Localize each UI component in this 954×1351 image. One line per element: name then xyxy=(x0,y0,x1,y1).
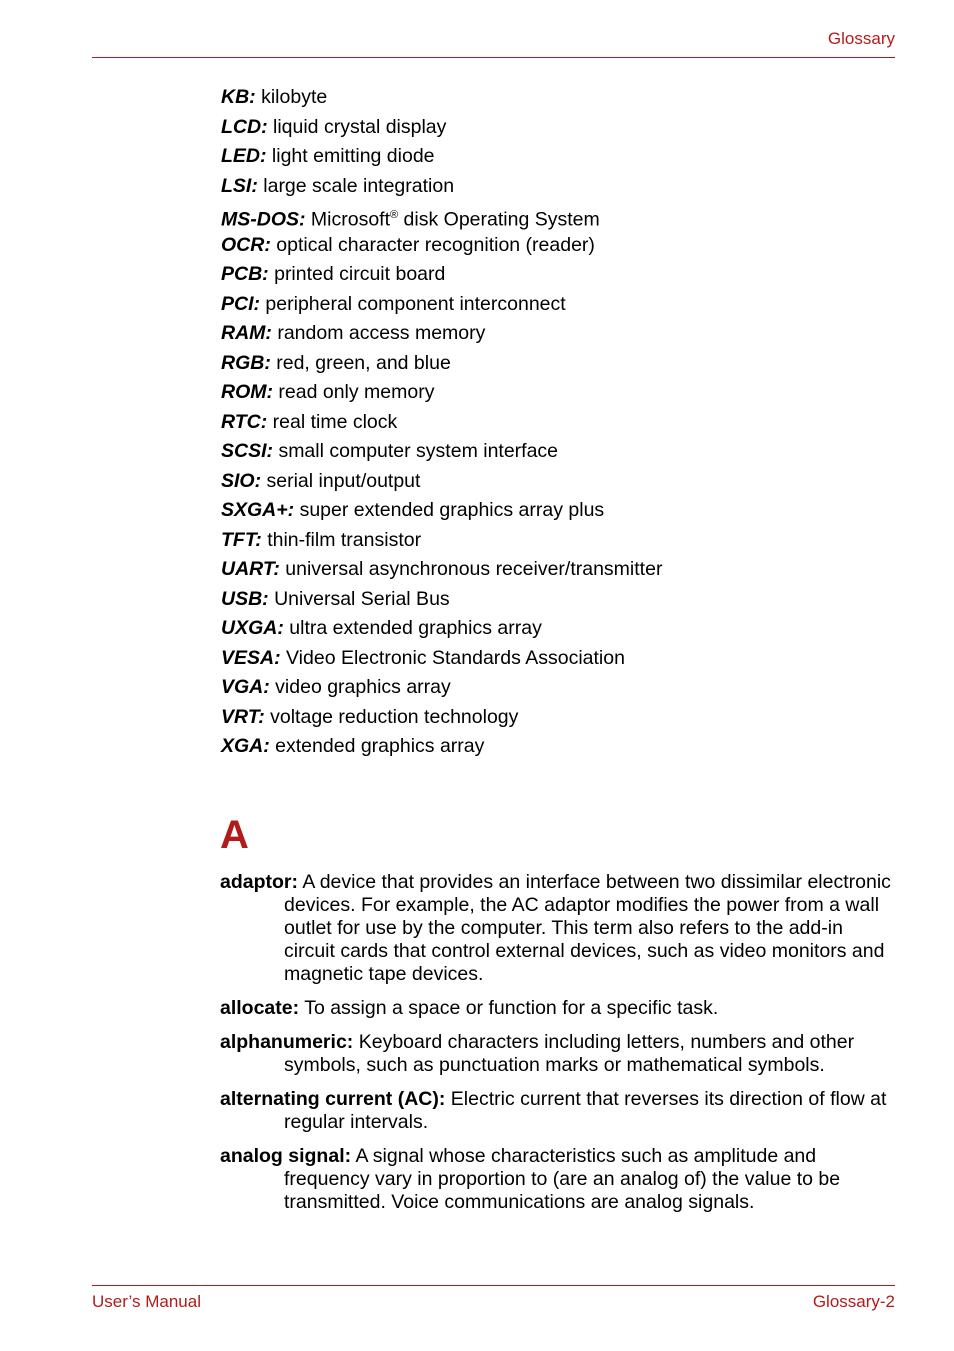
abbreviation-item xyxy=(221,291,881,321)
abbreviation-definition: serial input/output xyxy=(266,469,421,492)
abbreviation-definition: extended graphics array xyxy=(275,735,485,757)
abbreviation-item xyxy=(221,202,881,232)
footer-manual-title: User’s Manual xyxy=(92,1292,201,1311)
abbreviation-item xyxy=(221,143,881,173)
glossary-term: allocate: xyxy=(220,997,300,1019)
abbreviation-definition: Video Electronic Standards Association xyxy=(286,646,625,669)
abbreviation-term: LSI: xyxy=(221,174,258,197)
abbreviation-item xyxy=(221,615,881,645)
section-letter-heading: A xyxy=(220,813,249,857)
abbreviation-item xyxy=(221,704,881,734)
abbreviation-definition: optical character recognition (reader) xyxy=(276,233,595,256)
abbreviation-item xyxy=(221,733,881,763)
abbreviation-item xyxy=(221,232,881,262)
glossary-definition: To assign a space or function for a specific task. xyxy=(304,997,719,1019)
abbreviation-term: RGB: xyxy=(221,351,271,374)
abbreviation-term: UXGA: xyxy=(221,617,284,639)
glossary-entry xyxy=(220,1088,895,1134)
abbreviation-item xyxy=(221,527,881,557)
abbreviation-item xyxy=(221,84,881,114)
abbreviation-item xyxy=(221,261,881,291)
abbreviation-item xyxy=(221,556,881,586)
abbreviation-term: USB: xyxy=(221,587,269,610)
glossary-list xyxy=(220,871,895,1225)
abbreviation-definition: read only memory xyxy=(278,381,435,403)
abbreviation-definition: Universal Serial Bus xyxy=(274,587,450,610)
glossary-entry xyxy=(220,1145,895,1214)
abbreviation-definition: light emitting diode xyxy=(271,145,435,167)
glossary-term: adaptor: xyxy=(220,871,298,893)
abbreviation-definition: thin-film transistor xyxy=(267,528,422,551)
abbreviation-term: PCB: xyxy=(221,263,269,285)
abbreviation-term: RAM: xyxy=(221,322,272,344)
abbreviation-term: ROM: xyxy=(221,381,273,403)
abbreviation-definition: printed circuit board xyxy=(274,263,446,285)
abbreviation-definition-pre: Microsoft xyxy=(310,208,391,231)
registered-mark: ® xyxy=(390,209,399,221)
abbreviation-item xyxy=(221,438,881,468)
abbreviation-list xyxy=(221,84,881,763)
abbreviation-item xyxy=(221,114,881,144)
glossary-definition: Electric current that reverses its direction of flow at regular intervals. xyxy=(284,1088,887,1133)
abbreviation-definition: universal asynchronous receiver/transmitter xyxy=(285,558,663,580)
abbreviation-definition: super extended graphics array plus xyxy=(299,499,605,521)
abbreviation-item xyxy=(221,173,881,203)
abbreviation-item xyxy=(221,320,881,350)
page-footer xyxy=(92,1285,895,1311)
abbreviation-item xyxy=(221,586,881,616)
footer-page-number: Glossary-2 xyxy=(812,1292,895,1311)
header-title: Glossary xyxy=(827,29,895,48)
abbreviation-term: OCR: xyxy=(221,233,271,256)
page-header xyxy=(92,27,895,58)
glossary-definition: Keyboard characters including letters, numbers and other symbols, such as punctuation marks or mathematical symbols. xyxy=(284,1031,855,1076)
abbreviation-term: PCI: xyxy=(221,292,260,315)
abbreviation-item xyxy=(221,350,881,380)
glossary-entry xyxy=(220,1031,895,1077)
abbreviation-definition-post: disk Operating System xyxy=(398,208,600,231)
abbreviation-term: MS-DOS: xyxy=(221,208,306,231)
abbreviation-definition: large scale integration xyxy=(263,174,455,197)
abbreviation-definition: red, green, and blue xyxy=(276,351,451,374)
abbreviation-item xyxy=(221,468,881,498)
glossary-entry xyxy=(220,997,895,1020)
glossary-definition: A signal whose characteristics such as amplitude and frequency vary in proportion to (are an analog of) the value to be transmitted. Voice communications are analog signals. xyxy=(284,1145,841,1213)
glossary-definition: A device that provides an interface between two dissimilar electronic devices. For example, the AC adaptor modifies the power from a wall outlet for use by the computer. This term also refers to the add-in circuit cards that control external devices, such as video monitors and magnetic tape devices. xyxy=(284,871,891,985)
abbreviation-item xyxy=(221,645,881,675)
abbreviation-definition: voltage reduction technology xyxy=(270,705,519,728)
abbreviation-term: VGA: xyxy=(221,676,270,698)
abbreviation-term: RTC: xyxy=(221,410,268,433)
abbreviation-term: XGA: xyxy=(221,735,270,757)
abbreviation-term: VRT: xyxy=(221,705,265,728)
abbreviation-definition: ultra extended graphics array xyxy=(289,617,542,639)
abbreviation-definition: small computer system interface xyxy=(278,440,559,462)
abbreviation-definition: random access memory xyxy=(277,322,486,344)
abbreviation-term: SCSI: xyxy=(221,440,274,462)
abbreviation-term: LCD: xyxy=(221,115,268,138)
glossary-term: analog signal: xyxy=(220,1145,352,1167)
abbreviation-definition: video graphics array xyxy=(275,676,451,698)
abbreviation-term: LED: xyxy=(221,145,267,167)
abbreviation-definition: peripheral component interconnect xyxy=(265,292,566,315)
abbreviation-term: TFT: xyxy=(221,528,262,551)
abbreviation-item xyxy=(221,497,881,527)
abbreviation-item xyxy=(221,409,881,439)
abbreviation-item xyxy=(221,379,881,409)
abbreviation-definition: liquid crystal display xyxy=(273,115,447,138)
glossary-entry xyxy=(220,871,895,986)
abbreviation-item xyxy=(221,674,881,704)
abbreviation-term: VESA: xyxy=(221,646,281,669)
glossary-term: alternating current (AC): xyxy=(220,1088,446,1110)
abbreviation-term: UART: xyxy=(221,558,280,580)
abbreviation-definition: kilobyte xyxy=(261,86,328,108)
abbreviation-term: SIO: xyxy=(221,469,262,492)
abbreviation-term: SXGA+: xyxy=(221,499,295,521)
abbreviation-term: KB: xyxy=(221,86,256,108)
abbreviation-definition: real time clock xyxy=(272,410,398,433)
glossary-term: alphanumeric: xyxy=(220,1031,354,1053)
